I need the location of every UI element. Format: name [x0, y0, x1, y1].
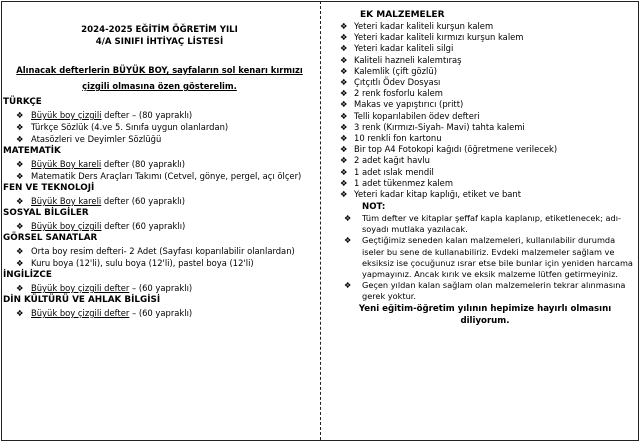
item-text: Yeteri kadar kaliteli kurşun kalem [354, 21, 494, 31]
section-heading: TÜRKÇE [3, 97, 42, 107]
item-text: Orta boy resim defteri- 2 Adet (Sayfası koparılabilir olanlardan) [31, 246, 295, 256]
bullet-icon: ❖ [16, 110, 24, 120]
list-item [3, 195, 316, 207]
notice-line-1: Alınacak defterlerin BÜYÜK BOY, sayfaların sol kenarı kırmızı [16, 65, 303, 75]
section-heading: İNGİLİZCE [3, 270, 52, 280]
item-text: defter (60 yapraklı) [101, 196, 186, 206]
section-item-list [3, 282, 316, 294]
item-text: – (60 yapraklı) [129, 283, 193, 293]
bullet-icon: ❖ [340, 88, 348, 99]
underlined-text: Büyük Boy kareli [31, 196, 102, 206]
extra-materials-heading: EK MALZEMELER [360, 10, 445, 20]
bullet-icon: ❖ [16, 122, 24, 132]
note-text: Geçen yıldan kalan sağlam olan malzemelerin tekrar alınmasına gerek yoktur. [362, 279, 626, 301]
list-item [3, 133, 316, 145]
bullet-icon: ❖ [16, 258, 24, 268]
extra-material-item [334, 32, 636, 43]
bullet-icon: ❖ [340, 43, 348, 54]
underlined-text: Büyük boy çizgili [31, 110, 102, 120]
extra-material-item [334, 133, 636, 144]
section-heading: GÖRSEL SANATLAR [3, 233, 98, 243]
item-text: Yeteri kadar kitap kaplığı, etiket ve bant [354, 189, 521, 200]
extra-material-item [334, 88, 636, 99]
item-text: Türkçe Sözlük (4.ve 5. Sınıfa uygun olanlardan) [31, 122, 229, 132]
list-item [3, 170, 316, 182]
item-text: defter (80 yapraklı) [101, 159, 186, 169]
section-item-list [3, 109, 316, 145]
list-item [3, 220, 316, 232]
extra-material-item [334, 99, 636, 110]
bullet-icon: ❖ [16, 171, 24, 181]
note-text: Tüm defter ve kitaplar şeffaf kapla kaplanıp, etiketlenecek; adı- soyadı mutlaka yazılacak. [362, 213, 621, 235]
item-text: defter (60 yapraklı) [101, 221, 186, 231]
extra-material-item [334, 122, 636, 133]
bullet-icon: ❖ [340, 99, 348, 110]
underlined-text: Büyük boy çizgili [31, 221, 102, 231]
section-item-list [3, 245, 316, 269]
bullet-icon: ❖ [344, 279, 352, 290]
list-item [3, 109, 316, 121]
list-item [3, 245, 316, 257]
underlined-text: Büyük boy çizgili defter [31, 308, 130, 318]
extra-material-item [334, 189, 636, 200]
bullet-icon: ❖ [16, 308, 24, 318]
item-text: Kalemlik (çift gözlü) [354, 65, 437, 76]
section-heading: MATEMATİK [3, 146, 61, 156]
document-title-year: 2024-2025 EĞİTİM ÖĞRETİM YILI [81, 25, 238, 35]
item-text: Yeteri kadar kaliteli kırmızı kurşun kalem [354, 32, 524, 43]
underlined-text: Büyük boy çizgili defter [31, 283, 130, 293]
list-item [3, 282, 316, 294]
bullet-icon: ❖ [340, 144, 348, 155]
extra-material-item [334, 55, 636, 66]
section-heading: SOSYAL BİLGİLER [3, 208, 89, 218]
item-text: Kuru boya (12'li), sulu boya (12'li), pastel boya (12'li) [31, 258, 254, 268]
bullet-icon: ❖ [344, 213, 352, 224]
closing-message: Yeni eğitim-öğretim yılının hepimize hayırlı olmasını diliyorum. [358, 304, 612, 326]
bullet-icon: ❖ [16, 159, 24, 169]
extra-materials-list [334, 21, 636, 200]
extra-material-item [334, 21, 636, 32]
item-text: Kaliteli hazneli kalemtıraş [354, 54, 462, 65]
bullet-icon: ❖ [344, 235, 352, 246]
extra-material-item [334, 77, 636, 88]
left-column [3, 0, 316, 319]
bullet-icon: ❖ [340, 133, 348, 144]
item-text: 1 adet ıslak mendil [354, 166, 434, 177]
section-heading: FEN VE TEKNOLOJİ [3, 183, 95, 193]
list-item [3, 307, 316, 319]
notice-line-2: çizgili olmasına özen gösterelim. [82, 81, 237, 91]
list-item [3, 158, 316, 170]
item-text: Atasözleri ve Deyimler Sözlüğü [31, 134, 162, 144]
extra-material-item [334, 144, 636, 155]
section-item-list [3, 195, 316, 207]
notes-list [334, 213, 636, 302]
note-text: Geçtiğimiz seneden kalan malzemeleri, kullanılabilir durumda iseler bu sene de kullanabiliriz. Evdeki malzemeler sağlam ve eksiksiz ise çocuğunuz ısrar etse bile bunlar için yeniden harcama yapmayınız. Ancak kırık ve eksik malzeme lütfen getirmeyiniz. [362, 235, 633, 279]
bullet-icon: ❖ [340, 54, 348, 65]
item-text: 2 adet kağıt havlu [354, 155, 430, 166]
extra-material-item [334, 43, 636, 54]
bullet-icon: ❖ [340, 77, 348, 88]
bullet-icon: ❖ [340, 121, 348, 132]
bullet-icon: ❖ [16, 134, 24, 144]
section-item-list [3, 220, 316, 232]
note-heading: NOT: [362, 202, 386, 213]
bullet-icon: ❖ [340, 65, 348, 76]
item-text: Çıtçıtlı Ödev Dosyası [354, 77, 441, 88]
note-item [334, 213, 636, 235]
right-column [334, 0, 636, 327]
item-text: Yeteri kadar kaliteli silgi [354, 43, 454, 54]
list-item [3, 257, 316, 269]
bullet-icon: ❖ [340, 21, 348, 31]
note-item [334, 280, 636, 302]
note-item [334, 235, 636, 279]
underlined-text: Büyük Boy kareli [31, 159, 102, 169]
bullet-icon: ❖ [340, 189, 348, 200]
column-divider [320, 1, 321, 440]
extra-material-item [334, 111, 636, 122]
bullet-icon: ❖ [340, 32, 348, 43]
bullet-icon: ❖ [16, 283, 24, 293]
section-item-list [3, 307, 316, 319]
item-text: defter – (80 yapraklı) [101, 110, 193, 120]
item-text: Bir top A4 Fotokopi kağıdı (öğretmene verilecek) [354, 144, 558, 155]
extra-material-item [334, 167, 636, 178]
extra-material-item [334, 66, 636, 77]
item-text: 10 renkli fon kartonu [354, 133, 442, 144]
bullet-icon: ❖ [16, 221, 24, 231]
item-text: 1 adet tükenmez kalem [354, 177, 453, 188]
extra-material-item [334, 155, 636, 166]
item-text: 2 renk fosforlu kalem [354, 88, 443, 99]
bullet-icon: ❖ [340, 110, 348, 121]
item-text: Makas ve yapıştırıcı (pritt) [354, 99, 464, 110]
bullet-icon: ❖ [340, 155, 348, 166]
document-title-class: 4/A SINIFI İHTİYAÇ LİSTESİ [95, 37, 224, 47]
item-text: – (60 yapraklı) [129, 308, 193, 318]
bullet-icon: ❖ [340, 177, 348, 188]
item-text: Matematik Ders Araçları Takımı (Cetvel, gönye, pergel, açı ölçer) [31, 171, 302, 181]
section-item-list [3, 158, 316, 182]
bullet-icon: ❖ [340, 166, 348, 177]
section-heading: DİN KÜLTÜRÜ VE AHLAK BİLGİSİ [3, 295, 161, 305]
list-item [3, 121, 316, 133]
bullet-icon: ❖ [16, 246, 24, 256]
bullet-icon: ❖ [16, 196, 24, 206]
subject-sections [3, 96, 316, 319]
item-text: Telli koparılabilen ödev defteri [354, 110, 480, 121]
item-text: 3 renk (Kırmızı-Siyah- Mavi) tahta kalemi [354, 121, 525, 132]
extra-material-item [334, 178, 636, 189]
